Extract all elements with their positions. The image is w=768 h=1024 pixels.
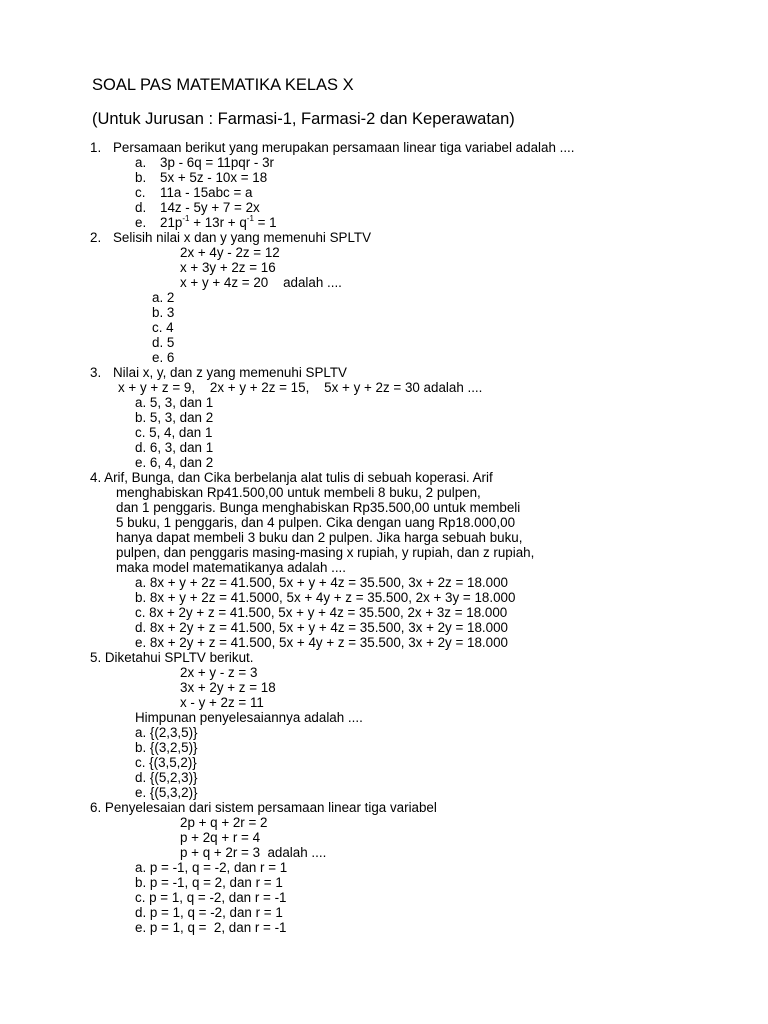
option-c: c. 5, 4, dan 1: [135, 425, 213, 440]
question-number: 3.: [90, 365, 102, 380]
equation: x + y + 4z = 20 adalah ....: [180, 275, 342, 290]
equation: 3x + 2y + z = 18: [180, 680, 276, 695]
option-text-formula: [160, 215, 277, 230]
option-b: b. 8x + y + 2z = 41.5000, 5x + 4y + z = 35.500, 2x + 3y = 18.000: [135, 590, 516, 605]
question-4: [0, 470, 768, 650]
formula-part: + 13r + q: [189, 215, 247, 230]
document-subtitle: (Untuk Jurusan : Farmasi-1, Farmasi-2 dan Keperawatan): [92, 110, 515, 128]
option-a: a. p = -1, q = -2, dan r = 1: [135, 860, 288, 875]
question-text: Selisih nilai x dan y yang memenuhi SPLTV: [113, 230, 372, 245]
option-b: [0, 170, 768, 185]
option-c: [0, 185, 768, 200]
equation: p + 2q + r = 4: [180, 830, 261, 845]
question-list: [0, 140, 768, 935]
option-d: d. 5: [152, 335, 175, 350]
option-text: 3p - 6q = 11pqr - 3r: [160, 155, 275, 170]
question-2: [0, 230, 768, 365]
equation: p + q + 2r = 3 adalah ....: [180, 845, 327, 860]
option-a: a. 5, 3, dan 1: [135, 395, 214, 410]
option-label: e.: [135, 215, 147, 230]
equation: x + 3y + 2z = 16: [180, 260, 276, 275]
question-text-line: 5 buku, 1 penggaris, dan 4 pulpen. Cika dengan uang Rp18.000,00: [116, 515, 516, 530]
option-d: d. p = 1, q = -2, dan r = 1: [135, 905, 283, 920]
question-number: 1.: [90, 140, 102, 155]
option-text: 5x + 5z - 10x = 18: [160, 170, 268, 185]
question-1: [0, 140, 768, 230]
question-text-line: maka model matematikanya adalah ....: [116, 560, 346, 575]
option-e: e. p = 1, q = 2, dan r = -1: [135, 920, 287, 935]
option-a: [0, 155, 768, 170]
exponent: -1: [182, 213, 190, 223]
question-3: [0, 365, 768, 470]
option-a: a. 2: [152, 290, 175, 305]
option-a: a. {(2,3,5)}: [135, 725, 198, 740]
equation: 2x + y - z = 3: [180, 665, 258, 680]
option-label: b.: [135, 170, 147, 185]
option-e: e. {(5,3,2)}: [135, 785, 198, 800]
option-d: d. 6, 3, dan 1: [135, 440, 214, 455]
question-text: 6. Penyelesaian dari sistem persamaan linear tiga variabel: [90, 800, 437, 815]
option-d: d. {(5,2,3)}: [135, 770, 198, 785]
option-c: c. 8x + 2y + z = 41.500, 5x + y + 4z = 35.500, 2x + 3z = 18.000: [135, 605, 508, 620]
document-title: SOAL PAS MATEMATIKA KELAS X: [92, 76, 354, 94]
option-label: c.: [135, 185, 146, 200]
question-text-line: hanya dapat membeli 3 buku dan 2 pulpen. Jika harga sebuah buku,: [116, 530, 523, 545]
question-6: [0, 800, 768, 935]
question-text: Persamaan berikut yang merupakan persamaan linear tiga variabel adalah ....: [113, 140, 575, 155]
question-text: 5. Diketahui SPLTV berikut.: [90, 650, 254, 665]
option-e: e. 6: [152, 350, 175, 365]
question-text-line: dan 1 penggaris. Bunga menghabiskan Rp35.500,00 untuk membeli: [116, 500, 521, 515]
option-e: e. 6, 4, dan 2: [135, 455, 214, 470]
option-b: b. 5, 3, dan 2: [135, 410, 214, 425]
equation: 2p + q + 2r = 2: [180, 815, 268, 830]
option-e: [0, 215, 768, 230]
equation: 2x + 4y - 2z = 12: [180, 245, 280, 260]
exponent: -1: [246, 213, 254, 223]
option-label: d.: [135, 200, 147, 215]
option-b: b. {(3,2,5)}: [135, 740, 198, 755]
formula-part: = 1: [253, 215, 277, 230]
question-text-line: menghabiskan Rp41.500,00 untuk membeli 8 buku, 2 pulpen,: [116, 485, 481, 500]
option-d: d. 8x + 2y + z = 41.500, 5x + y + 4z = 35.500, 3x + 2y = 18.000: [135, 620, 508, 635]
equation-line: x + y + z = 9, 2x + y + 2z = 15, 5x + y + 2z = 30 adalah ....: [118, 380, 483, 395]
option-text: 14z - 5y + 7 = 2x: [160, 200, 260, 215]
option-c: c. p = 1, q = -2, dan r = -1: [135, 890, 287, 905]
option-c: c. 4: [152, 320, 174, 335]
option-c: c. {(3,5,2)}: [135, 755, 197, 770]
option-a: a. 8x + y + 2z = 41.500, 5x + y + 4z = 35.500, 3x + 2z = 18.000: [135, 575, 508, 590]
question-prompt: Himpunan penyelesaiannya adalah ....: [135, 710, 363, 725]
question-text-line: pulpen, dan penggaris masing-masing x rupiah, y rupiah, dan z rupiah,: [116, 545, 535, 560]
question-5: [0, 650, 768, 800]
question-text: Nilai x, y, dan z yang memenuhi SPLTV: [113, 365, 347, 380]
option-text: 11a - 15abc = a: [160, 185, 253, 200]
option-b: b. p = -1, q = 2, dan r = 1: [135, 875, 283, 890]
option-e: e. 8x + 2y + z = 41.500, 5x + 4y + z = 35.500, 3x + 2y = 18.000: [135, 635, 508, 650]
question-number: 2.: [90, 230, 102, 245]
option-label: a.: [135, 155, 147, 170]
option-d: [0, 200, 768, 215]
question-text: 4. Arif, Bunga, dan Cika berbelanja alat tulis di sebuah koperasi. Arif: [90, 470, 493, 485]
option-b: b. 3: [152, 305, 175, 320]
formula-part: 21p: [160, 215, 183, 230]
equation: x - y + 2z = 11: [180, 695, 264, 710]
